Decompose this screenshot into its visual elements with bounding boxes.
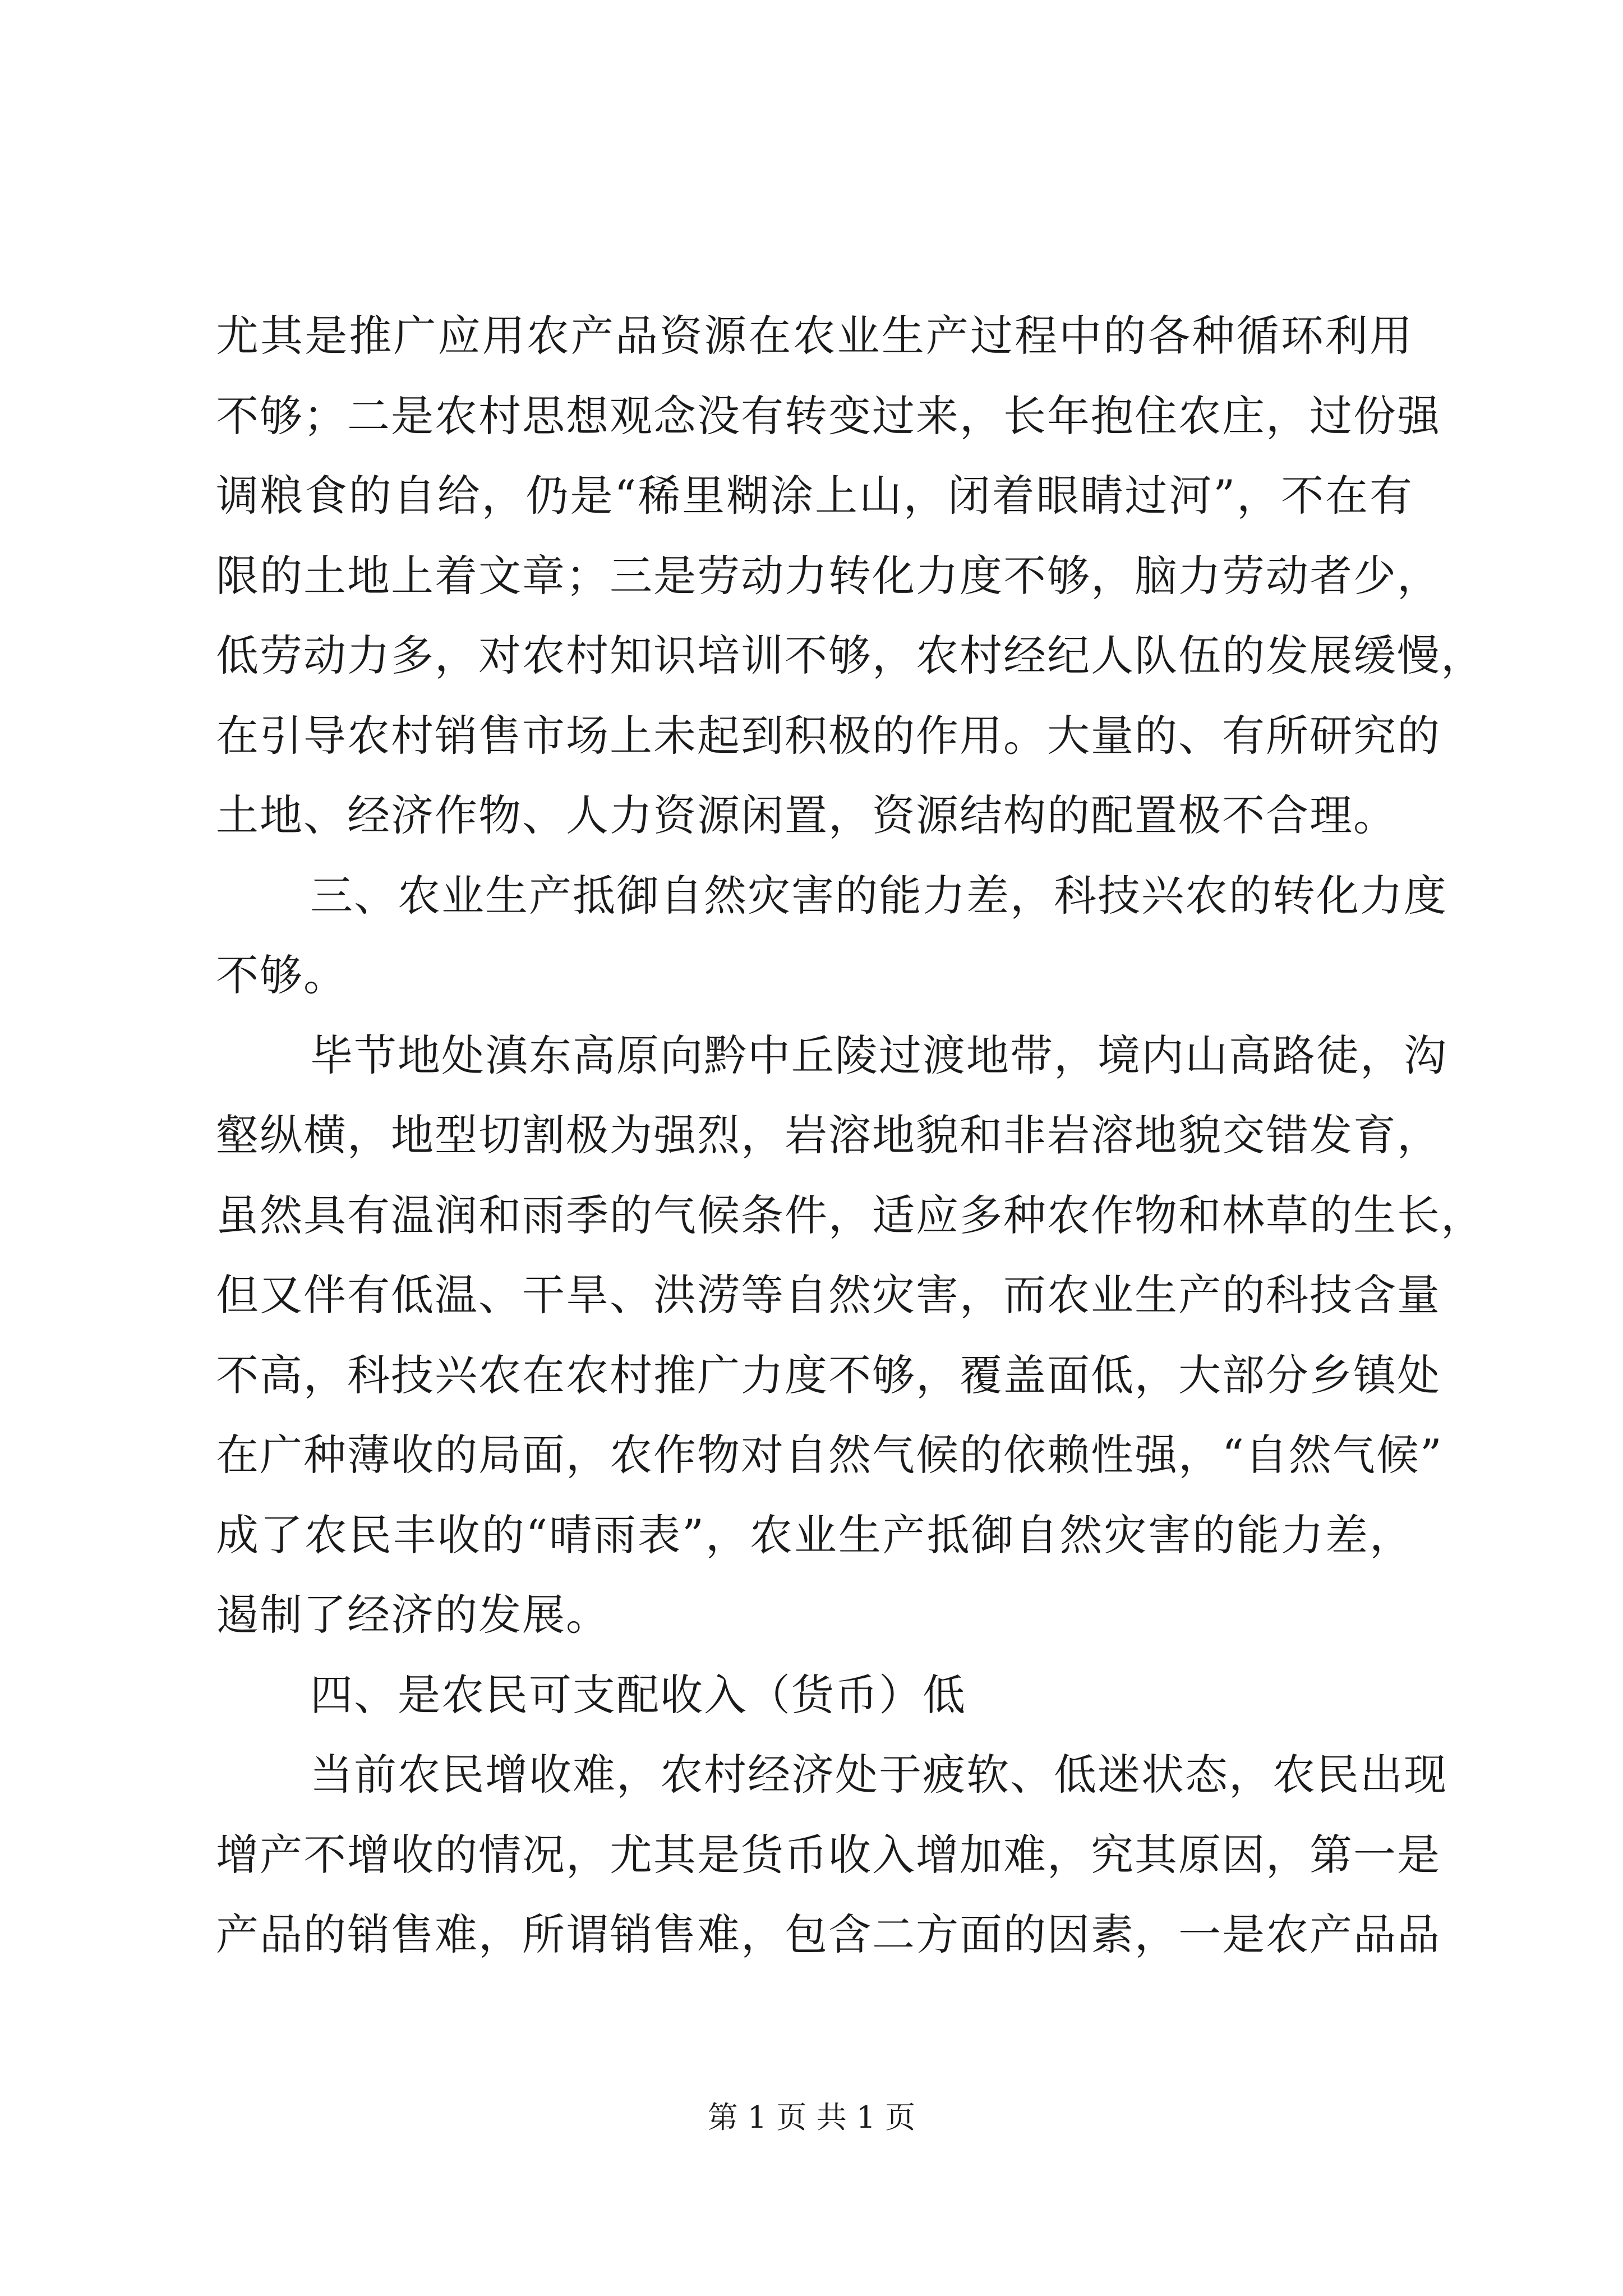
text-line: 调粮食的自给，仍是“稀里糊涂上山，闭着眼睛过河”，不在有	[216, 471, 1413, 521]
text-line: 产品的销售难，所谓销售难，包含二方面的因素，一是农产品品	[216, 1910, 1441, 1959]
text-line: 增产不增收的情况，尤其是货币收入增加难，究其原因，第一是	[216, 1829, 1441, 1880]
document-body	[216, 296, 1484, 1975]
text-line: 不高，科技兴农在农村推广力度不够，覆盖面低，大部分乡镇处	[216, 1350, 1441, 1400]
text-line: 壑纵横，地型切割极为强烈，岩溶地貌和非岩溶地貌交错发育，	[216, 1110, 1441, 1160]
text-line: 虽然具有温润和雨季的气候条件，适应多种农作物和林草的生长，	[216, 1190, 1484, 1240]
text-line: 土地、经济作物、人力资源闲置，资源结构的配置极不合理。	[216, 790, 1397, 840]
text-line: 限的土地上着文章；三是劳动力转化力度不够，脑力劳动者少，	[216, 550, 1441, 601]
text-line: 尤其是推广应用农产品资源在农业生产过程中的各种循环利用	[216, 311, 1413, 361]
text-line: 低劳动力多，对农村知识培训不够，农村经纪人队伍的发展缓慢，	[216, 631, 1484, 680]
text-line: 遏制了经济的发展。	[216, 1590, 610, 1640]
section-heading: 四、是农民可支配收入（货币）低	[310, 1669, 966, 1720]
text-line: 成了农民丰收的“晴雨表”，农业生产抵御自然灾害的能力差，	[216, 1510, 1413, 1560]
text-line: 但又伴有低温、干旱、洪涝等自然灾害，而农业生产的科技含量	[216, 1270, 1441, 1320]
text-line: 不够。	[216, 950, 347, 1000]
text-line: 在引导农村销售市场上未起到积极的作用。大量的、有所研究的	[216, 710, 1441, 761]
text-line: 当前农民增收难，农村经济处于疲软、低迷状态，农民出现	[310, 1750, 1447, 1800]
section-heading: 三、农业生产抵御自然灾害的能力差，科技兴农的转化力度	[310, 870, 1447, 921]
page-footer: 第 1 页 共 1 页	[707, 2100, 916, 2135]
text-line: 在广种薄收的局面，农作物对自然气候的依赖性强，“自然气候”	[216, 1430, 1443, 1480]
text-line: 不够；二是农村思想观念没有转变过来，长年抱住农庄，过份强	[216, 390, 1441, 441]
text-line: 毕节地处滇东高原向黔中丘陵过渡地带，境内山高路徒，沟	[310, 1030, 1447, 1080]
